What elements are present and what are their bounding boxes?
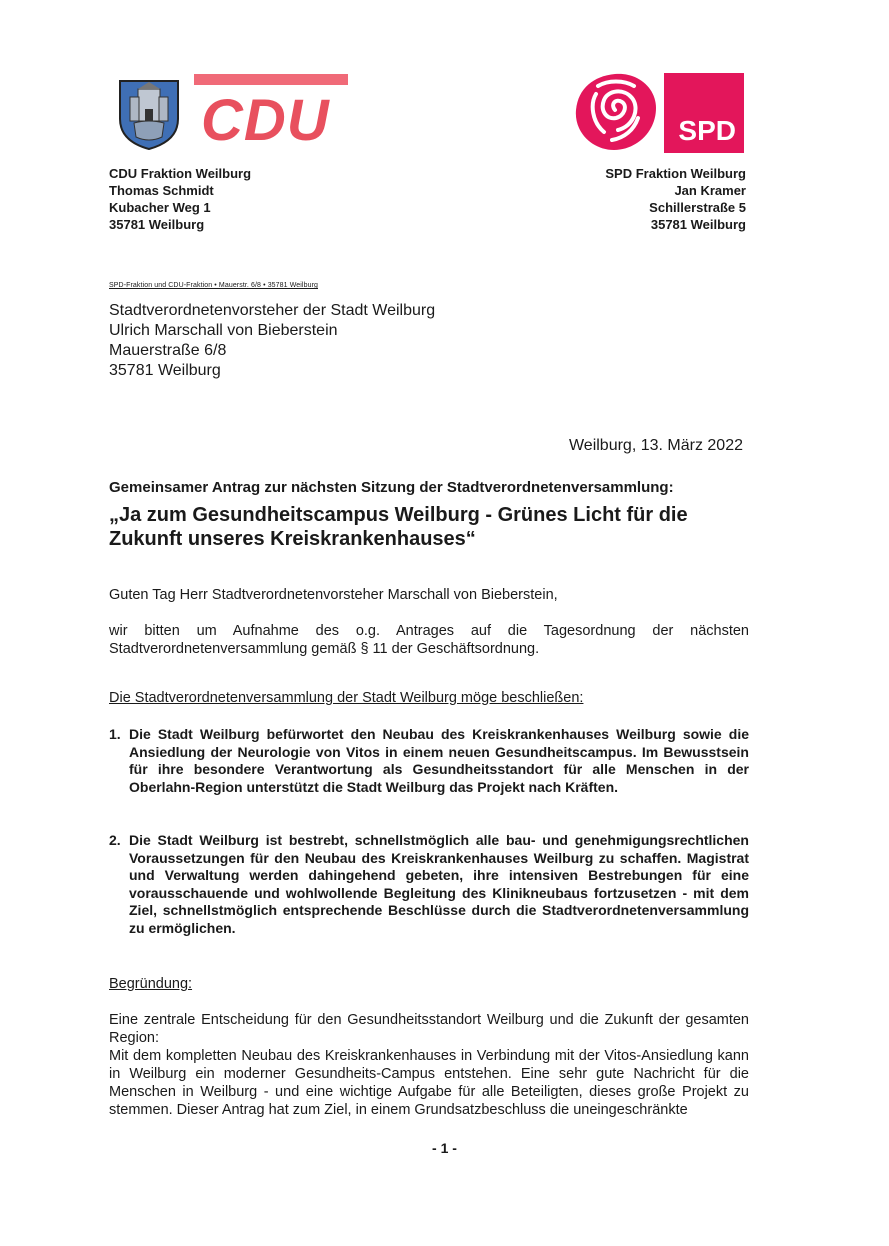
resolution-text: Die Stadt Weilburg ist bestrebt, schnellstmöglich alle bau- und genehmigungsrechtlichen Voraussetzungen für den Neubau des Kreiskrankenhauses Weilburg zu schaffen. Magistrat und Verwaltung werden dahingehend gebeten, ihre intensiven Bestrebungen für eine vorausschauende und wohlwollende Begleitung des Klinikneubaus fortzusetzen - mit dem Ziel, schnellstmöglich entsprechende Beschlüsse durch die Stadtverordnetenversammlung zu ermöglichen. [129, 832, 749, 936]
spd-sender-line: Schillerstraße 5 [649, 200, 746, 215]
recipient-block [109, 301, 435, 381]
spd-sender-line: SPD Fraktion Weilburg [605, 166, 746, 181]
resolution-number: 2. [109, 832, 121, 848]
recipient-line: 35781 Weilburg [109, 362, 221, 379]
recipient-line: Ulrich Marschall von Bieberstein [109, 322, 338, 339]
cdu-sender-line: CDU Fraktion Weilburg [109, 166, 252, 181]
resolution-text: Die Stadt Weilburg befürwortet den Neubau des Kreiskrankenhauses Weilburg sowie die Ansiedlung der Neurologie von Vitos in einem neuen Gesundheitscampus. Im Bewusstsein für ihre besondere Verantwortung als Gesundheitsstandort für alle Menschen in der Oberlahn-Region unterstützt die Stadt Weilburg das Projekt nach Kräften. [129, 726, 749, 795]
recipient-line: Mauerstraße 6/8 [109, 342, 227, 359]
cdu-sender-line: 35781 Weilburg [109, 217, 205, 232]
resolution-item [109, 726, 749, 796]
recipient-line: Stadtverordnetenvorsteher der Stadt Weilburg [109, 302, 436, 319]
motion-title: „Ja zum Gesundheitscampus Weilburg - Grünes Licht für die Zukunft unseres Kreiskrankenhauses“ [109, 504, 688, 550]
spd-sender-block [605, 165, 746, 233]
return-address: SPD-Fraktion und CDU-Fraktion • Mauerstr. 6/8 • 35781 Weilburg [109, 282, 318, 289]
cdu-sender-block [109, 165, 251, 233]
greeting: Guten Tag Herr Stadtverordnetenvorsteher Marschall von Bieberstein, [109, 587, 558, 603]
subject-line: Gemeinsamer Antrag zur nächsten Sitzung der Stadtverordnetenversammlung: [109, 479, 674, 496]
spd-rose-icon [568, 70, 662, 154]
spd-sender-line: 35781 Weilburg [650, 217, 746, 232]
spd-sender-line: Jan Kramer [674, 183, 746, 198]
cdu-sender-line: Thomas Schmidt [109, 183, 214, 198]
letter-date: Weilburg, 13. März 2022 [568, 437, 743, 454]
reason-paragraph: Mit dem kompletten Neubau des Kreiskrankenhauses in Verbindung mit der Vitos-Ansiedlung kann in Weilburg ein moderner Gesundheits-Campus entstehen. Eine sehr gute Nachricht für die Menschen in Weilburg - und eine wichtige Aufgabe für alle Beteiligten, dieses große Projekt zu stemmen. Dieser Antrag hat zum Ziel, in einem Grundsatzbeschluss die uneingeschränkte [109, 1048, 749, 1118]
resolution-item [109, 832, 749, 937]
cdu-logo-bar [194, 74, 348, 85]
intro-paragraph: wir bitten um Aufnahme des o.g. Antrages auf die Tagesordnung der nächsten Stadtverordnetenversammlung gemäß § 11 der Geschäftsordnung. [109, 623, 749, 657]
reason-heading: Begründung: [109, 976, 193, 992]
reason-paragraph: Eine zentrale Entscheidung für den Gesundheitsstandort Weilburg und die Zukunft der gesamten Region: [109, 1012, 749, 1046]
resolution-number: 1. [109, 726, 121, 742]
cdu-logo-text: CDU [201, 88, 330, 153]
cdu-sender-line: Kubacher Weg 1 [109, 200, 211, 215]
spd-logo-text: SPD [678, 115, 736, 146]
weilburg-crest-icon [118, 79, 180, 151]
resolution-heading: Die Stadtverordnetenversammlung der Stadt Weilburg möge beschließen: [109, 690, 584, 706]
spd-logo-box [664, 73, 744, 153]
page-number: - 1 - [432, 1140, 457, 1156]
